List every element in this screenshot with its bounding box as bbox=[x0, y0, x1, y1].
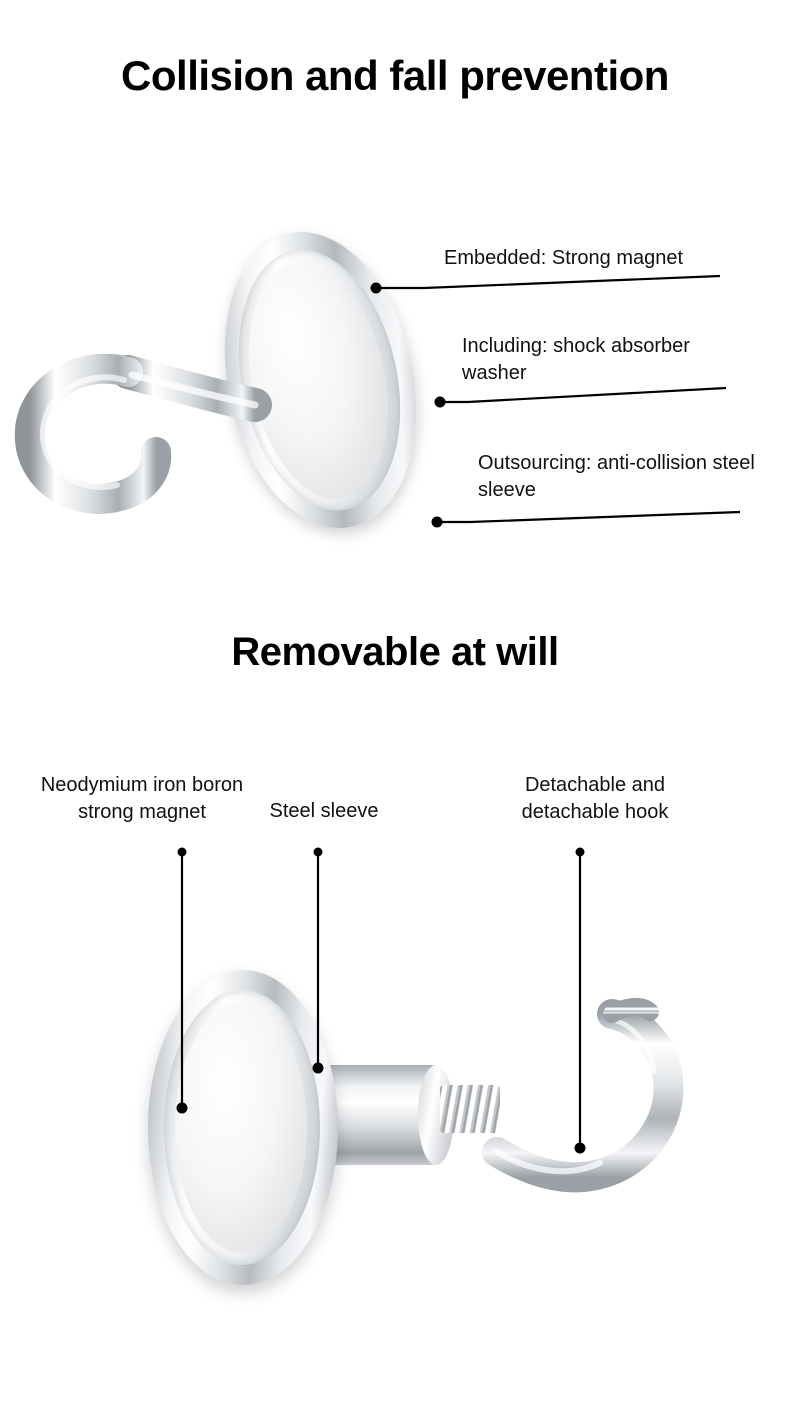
callout-shock-absorber-washer: Including: shock absorber washer bbox=[462, 335, 690, 384]
hook-screw-thread bbox=[440, 1085, 500, 1133]
magnet-disc-body bbox=[148, 970, 338, 1285]
hook-magnet-face bbox=[229, 249, 409, 511]
hook-disc-inner-ring bbox=[216, 235, 423, 525]
exploded-hook-illustration bbox=[0, 930, 790, 1350]
section-title-collision-prevention: Collision and fall prevention bbox=[121, 52, 669, 99]
section-title-removable-at-will: Removable at will bbox=[231, 630, 559, 674]
callout-embedded-magnet: Embedded: Strong magnet bbox=[444, 247, 684, 269]
magnet-disc-inner-ring bbox=[164, 990, 320, 1265]
magnetic-hook-illustration bbox=[0, 215, 460, 575]
callout-steel-sleeve: Steel sleeve bbox=[269, 800, 379, 822]
neodymium-magnet-face bbox=[175, 1003, 307, 1252]
hook-disc-body bbox=[199, 214, 442, 546]
callout-detachable-hook: Detachable and detachable hook bbox=[521, 774, 669, 823]
callout-neodymium-magnet: Neodymium iron boron strong magnet bbox=[40, 774, 244, 823]
callout-anti-collision-sleeve: Outsourcing: anti-collision steel sleeve bbox=[478, 452, 755, 501]
